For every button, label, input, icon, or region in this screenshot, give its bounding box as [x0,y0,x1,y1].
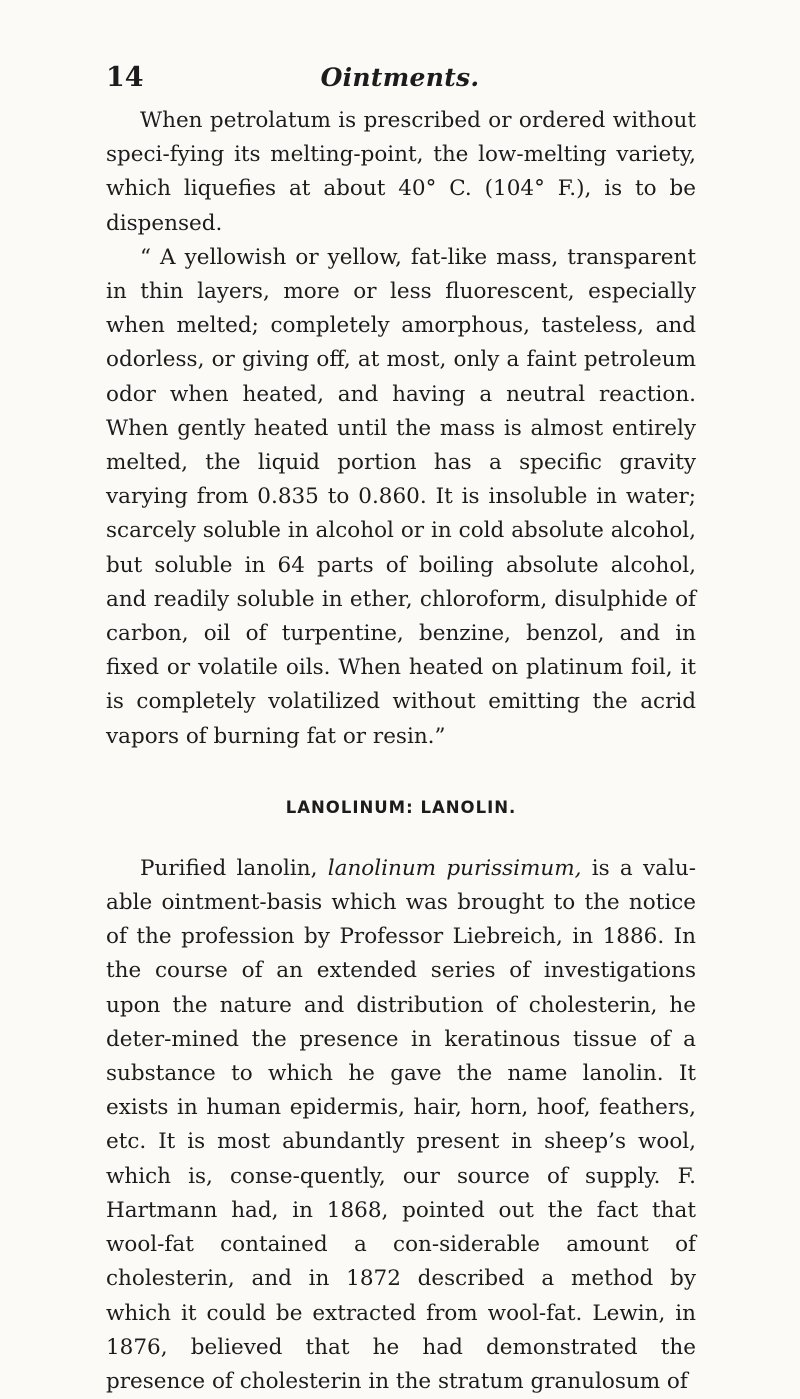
running-head [106,60,694,96]
running-title: Ointments. [320,63,480,92]
paragraph-petrolatum-dispensing: When petrolatum is prescribed or ordered without speci-fying its melting-point, the low-melting variety, which liquefies at about 40° C. (104° F.), is to be dispensed. [106,108,696,236]
paragraph-lanolin-rest: is a valu-able ointment-basis which was brought to the notice of the profession by Professor Liebreich, in 1886. In the course of an extended series of investigations upon the nature and distribution of cholesterin, he deter-mined the presence in keratinous tissue of a substance to which he gave the name lanolin. It exists in human epidermis, hair, horn, hoof, feathers, etc. It is most abundantly present in sheep’s wool, which is, conse-quently, our source of supply. F. Hartmann had, in 1868, pointed out the fact that wool-fat contained a con-siderable amount of cholesterin, and in 1872 described a method by which it could be extracted from wool-fat. Lewin, in 1876, believed that he had demonstrated the presence of cholesterin in the stratum granulosum of [106,855,696,1394]
page-number: 14 [106,62,144,93]
paragraph-lanolin-history [106,852,696,1399]
body-text [106,104,696,1399]
latin-name-lanolinum-purissimum: lanolinum purissimum, [327,855,582,881]
paragraph-petrolatum-description: “ A yellowish or yellow, fat-like mass, transparent in thin layers, more or less fluorescent, especially when melted; completely amorphous, tasteless, and odorless, or giving off, at most, only a faint petroleum odor when heated, and having a neutral reaction. When gently heated until the mass is almost entirely melted, the liquid portion has a specific gravity varying from 0.835 to 0.860. It is insoluble in water; scarcely soluble in alcohol or in cold absolute alcohol, but soluble in 64 parts of boiling absolute alcohol, and readily soluble in ether, chloroform, disulphide of carbon, oil of turpentine, benzine, benzol, and in fixed or volatile oils. When heated on platinum foil, it is completely volatilized without emitting the acrid vapors of burning fat or resin.” [106,244,696,749]
section-heading-lanolin: LANOLINUM: LANOLIN. [285,797,517,817]
paragraph-lanolin-start: Purified lanolin, [140,855,318,881]
